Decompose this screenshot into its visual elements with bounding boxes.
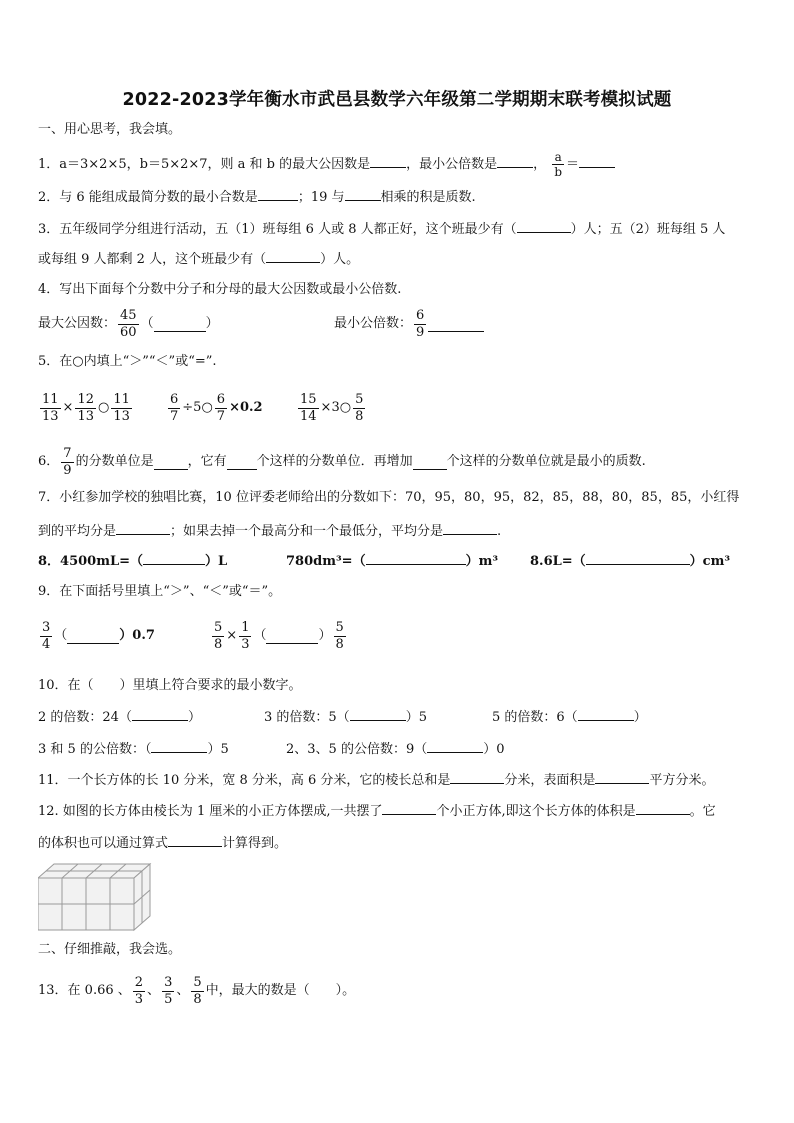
q9-e2-b-num: 1 <box>241 619 250 635</box>
question-2 <box>38 186 476 208</box>
q5-e3-a-den: 14 <box>300 408 317 424</box>
q10-r1b-pre: 3 的倍数：5（ <box>264 710 350 725</box>
question-12-line-2 <box>38 832 287 854</box>
q10-row1-a <box>38 706 201 728</box>
q5-e1-c-num: 11 <box>113 391 130 407</box>
q4-gcf-row <box>38 307 219 341</box>
q10-r1a-post: ） <box>187 710 201 725</box>
q9-expr-2 <box>210 618 348 654</box>
q9-e2-c-num: 5 <box>335 619 344 635</box>
q12-text-3: 。它 <box>689 804 716 819</box>
q9-e1-close: ）0.7 <box>119 628 155 643</box>
q5-e2-b-num: 6 <box>216 391 226 407</box>
q1-frac-num: a <box>554 150 562 164</box>
q13-sep-1: 、 <box>147 983 161 998</box>
q6-blank-2[interactable] <box>227 455 257 470</box>
q9-e2-frac-b <box>239 620 251 653</box>
q13-f1-num: 2 <box>134 974 144 990</box>
q6-text-4: 个这样的分数单位就是最小的质数. <box>446 454 646 469</box>
q10-r2a-post: ）5 <box>207 742 229 757</box>
q10-r2b-post: ）0 <box>483 742 505 757</box>
q3-text-4: ）人。 <box>320 252 360 267</box>
q11-text-2: 分米，表面积是 <box>504 773 596 788</box>
q4-paren-close: ） <box>205 316 219 331</box>
q9-e2-frac-a <box>212 620 224 653</box>
q8-a-pre: 8．4500mL=（ <box>38 554 144 569</box>
q5-e2-frac-a <box>168 392 180 425</box>
q9-expr-1 <box>38 618 155 654</box>
question-4: 4．写出下面每个分数中分子和分母的最大公因数或最小公倍数. <box>38 282 402 297</box>
q10-r1c-pre: 5 的倍数：6（ <box>492 710 578 725</box>
question-7-line-2 <box>38 520 501 542</box>
q8-a-post: ）L <box>205 554 228 569</box>
q13-f2-den: 5 <box>164 991 173 1007</box>
q10-row2-a <box>38 738 229 760</box>
q5-expr-2 <box>166 390 263 426</box>
q5-e1-frac-a <box>40 392 61 425</box>
q9-e2-blank[interactable] <box>266 629 318 644</box>
q13-sep-2: 、 <box>176 983 190 998</box>
q1-blank-gcf[interactable] <box>370 153 406 168</box>
q12-text-4: 的体积也可以通过算式 <box>38 836 169 851</box>
q13-frac-3 <box>191 975 203 1008</box>
q6-blank-3[interactable] <box>413 455 447 470</box>
q8-c-blank[interactable] <box>586 550 690 565</box>
q5-e3-frac-b <box>353 392 365 425</box>
q5-e2-mid[interactable]: ÷5○ <box>182 400 213 415</box>
q4-gcf-den: 60 <box>120 324 137 340</box>
q10-r2a-pre: 3 和 5 的公倍数：（ <box>38 742 152 757</box>
q12-text-2: 个小正方体,即这个长方体的体积是 <box>436 804 636 819</box>
q7-blank-1[interactable] <box>116 520 170 535</box>
q1-frac-den: b <box>554 165 563 179</box>
question-3-line-2 <box>38 248 359 270</box>
q13-f3-den: 8 <box>193 991 202 1007</box>
q10-r1b-post: ）5 <box>405 710 427 725</box>
q7-text-2: ；如果去掉一个最高分和一个最低分，平均分是 <box>170 524 444 539</box>
q10-r1a-pre: 2 的倍数：24（ <box>38 710 132 725</box>
page-title: 2022-2023学年衡水市武邑县数学六年级第二学期期末联考模拟试题 <box>122 90 672 110</box>
q9-e2-b-den: 3 <box>241 636 250 652</box>
q1-eq: ＝ <box>566 157 580 172</box>
question-9: 9．在下面括号里填上“＞”、“＜”或“＝”。 <box>38 584 282 599</box>
q4-lcm-den: 9 <box>416 324 425 340</box>
q7-text-3: . <box>497 524 502 539</box>
q5-e2-frac-b <box>215 392 227 425</box>
question-5: 5．在○内填上“＞”“＜”或“=”. <box>38 354 217 369</box>
q5-e3-b-den: 8 <box>355 408 364 424</box>
q7-blank-2[interactable] <box>443 520 497 535</box>
question-10: 10．在（ ）里填上符合要求的最小数字。 <box>38 678 302 693</box>
q3-text-1: 3．五年级同学分组进行活动，五（1）班每组 6 人或 8 人都正好，这个班最少有（ <box>38 222 517 237</box>
q2-text: 2．与 6 能组成最简分数的最小合数是 <box>38 190 258 205</box>
q4-gcf-label: 最大公因数： <box>38 316 117 331</box>
q11-text-3: 平方分米。 <box>649 773 715 788</box>
q8-b-pre: 780dm³=（ <box>286 554 366 569</box>
q5-e2-post: ×0.2 <box>229 400 263 415</box>
q5-e1-b-num: 12 <box>77 391 94 407</box>
cuboid-figure <box>38 862 154 934</box>
q1-fraction <box>552 150 564 179</box>
q8-part-b <box>286 550 498 572</box>
q5-e1-frac-b <box>75 392 96 425</box>
q5-e1-b-den: 13 <box>77 408 94 424</box>
q4-gcf-fraction <box>118 308 139 341</box>
q8-a-blank[interactable] <box>143 550 205 565</box>
q2-text-post: 相乘的积是质数. <box>380 190 476 205</box>
q9-e1-blank[interactable] <box>67 629 119 644</box>
q8-b-post: ）m³ <box>465 554 499 569</box>
question-1 <box>38 150 615 179</box>
q6-number: 6． <box>38 454 60 469</box>
q6-den: 9 <box>63 462 72 478</box>
q11-text-1: 11．一个长方体的长 10 分米，宽 8 分米，高 6 分米，它的棱长总和是 <box>38 773 451 788</box>
q2-blank-1[interactable] <box>258 186 298 201</box>
q9-e2-frac-c <box>334 620 346 653</box>
q6-num: 7 <box>63 445 72 461</box>
q1-blank-frac[interactable] <box>579 153 615 168</box>
q4-lcm-row <box>334 307 484 341</box>
q8-part-a <box>38 550 227 572</box>
q3-text-2: ）人；五（2）班每组 5 人 <box>570 222 726 237</box>
section-1-heading: 一、用心思考，我会填。 <box>38 122 182 137</box>
q2-blank-2[interactable] <box>345 186 381 201</box>
section-2-heading: 二、仔细推敲，我会选。 <box>38 942 182 957</box>
q10-r2b-pre: 2、3、5 的公倍数：9（ <box>286 742 428 757</box>
q4-lcm-label: 最小公倍数： <box>334 316 413 331</box>
q13-f2-num: 3 <box>164 974 173 990</box>
q10-row2-b <box>286 738 505 760</box>
q4-gcf-num: 45 <box>120 307 137 323</box>
q1-text-mid: ，最小公倍数是 <box>406 157 498 172</box>
q11-blank-2[interactable] <box>595 769 649 784</box>
q5-e1-circle[interactable]: ○ <box>98 400 110 415</box>
q9-e1-num: 3 <box>42 619 51 635</box>
q12-text-5: 计算得到。 <box>222 836 288 851</box>
q10-row1-b <box>264 706 427 728</box>
q1-text: 1．a＝3×2×5，b＝5×2×7，则 a 和 b 的最大公因数是 <box>38 157 371 172</box>
q5-e3-frac-a <box>298 392 319 425</box>
q8-part-c <box>530 550 730 572</box>
q2-text-mid: ；19 与 <box>297 190 345 205</box>
q9-e2-close: ） <box>318 628 332 643</box>
question-12-line-1 <box>38 800 716 822</box>
q7-text-1: 到的平均分是 <box>38 524 117 539</box>
q5-e1-frac-c <box>111 392 132 425</box>
q12-blank-1[interactable] <box>382 800 436 815</box>
q5-e2-a-num: 6 <box>170 391 179 407</box>
q9-e2-a-num: 5 <box>214 619 223 635</box>
q13-frac-2 <box>162 975 174 1008</box>
q13-f1-den: 3 <box>134 991 144 1007</box>
q9-e2-op: × <box>226 628 238 643</box>
q3-blank-1[interactable] <box>517 218 571 233</box>
q13-text-1: 13．在 0.66 、 <box>38 983 131 998</box>
q5-e1-a-num: 11 <box>42 391 59 407</box>
q8-c-post: ）cm³ <box>689 554 731 569</box>
q12-text-1: 12. 如图的长方体由棱长为 1 厘米的小正方体摆成,一共摆了 <box>38 804 383 819</box>
q10-r1c-post: ） <box>633 710 647 725</box>
q13-f3-num: 5 <box>193 974 202 990</box>
q3-text-3: 或每组 9 人都剩 2 人，这个班最少有（ <box>38 252 267 267</box>
q10-r1b-blank[interactable] <box>350 706 406 721</box>
q9-e2-open: （ <box>253 628 267 643</box>
q9-e2-a-den: 8 <box>214 636 223 652</box>
q4-lcm-num: 6 <box>416 307 425 323</box>
q10-row1-c <box>492 706 647 728</box>
q5-expr-1 <box>38 390 134 426</box>
q1-sep: ， <box>533 157 547 172</box>
q3-blank-2[interactable] <box>266 248 320 263</box>
q12-blank-3[interactable] <box>168 832 222 847</box>
q5-e2-b-den: 7 <box>216 408 226 424</box>
q8-b-blank[interactable] <box>366 550 466 565</box>
q9-e1-open: （ <box>54 628 68 643</box>
q6-text-3: 个这样的分数单位．再增加 <box>256 454 413 469</box>
q13-text-2[interactable]: 中，最大的数是（ ）。 <box>205 983 356 998</box>
q10-r1a-blank[interactable] <box>132 706 188 721</box>
q12-blank-2[interactable] <box>636 800 690 815</box>
q6-text-1: 的分数单位是 <box>75 454 154 469</box>
question-13 <box>38 972 355 1010</box>
q4-lcm-blank[interactable] <box>428 317 484 332</box>
q5-e3-a-num: 15 <box>300 391 317 407</box>
question-7-line-1: 7．小红参加学校的独唱比赛，10 位评委老师给出的分数如下：70，95，80，95，82，85，88，80，85，85，小红得 <box>38 490 740 505</box>
question-11 <box>38 769 714 791</box>
q9-e1-den: 4 <box>42 636 51 652</box>
q13-frac-1 <box>133 975 145 1008</box>
q1-blank-lcm[interactable] <box>497 153 533 168</box>
q5-e3-mid[interactable]: ×3○ <box>320 400 352 415</box>
q4-gcf-blank[interactable] <box>154 317 206 332</box>
q10-r1c-blank[interactable] <box>578 706 634 721</box>
q9-e2-c-den: 8 <box>335 636 344 652</box>
q10-r2b-blank[interactable] <box>427 738 483 753</box>
q4-paren-open: （ <box>140 316 154 331</box>
q4-lcm-fraction <box>414 308 426 341</box>
q11-blank-1[interactable] <box>450 769 504 784</box>
q5-e3-b-num: 5 <box>355 391 364 407</box>
q5-e2-a-den: 7 <box>170 408 179 424</box>
q5-e1-c-den: 13 <box>113 408 130 424</box>
q8-c-pre: 8.6L=（ <box>530 554 586 569</box>
q5-expr-3 <box>296 390 367 426</box>
question-6 <box>38 444 646 480</box>
q5-e1-op: × <box>62 400 74 415</box>
question-3-line-1 <box>38 218 725 240</box>
q6-text-2: ，它有 <box>187 454 227 469</box>
q9-e1-frac <box>40 620 52 653</box>
q6-fraction <box>61 446 73 479</box>
q10-r2a-blank[interactable] <box>151 738 207 753</box>
q6-blank-1[interactable] <box>154 455 188 470</box>
q5-e1-a-den: 13 <box>42 408 59 424</box>
